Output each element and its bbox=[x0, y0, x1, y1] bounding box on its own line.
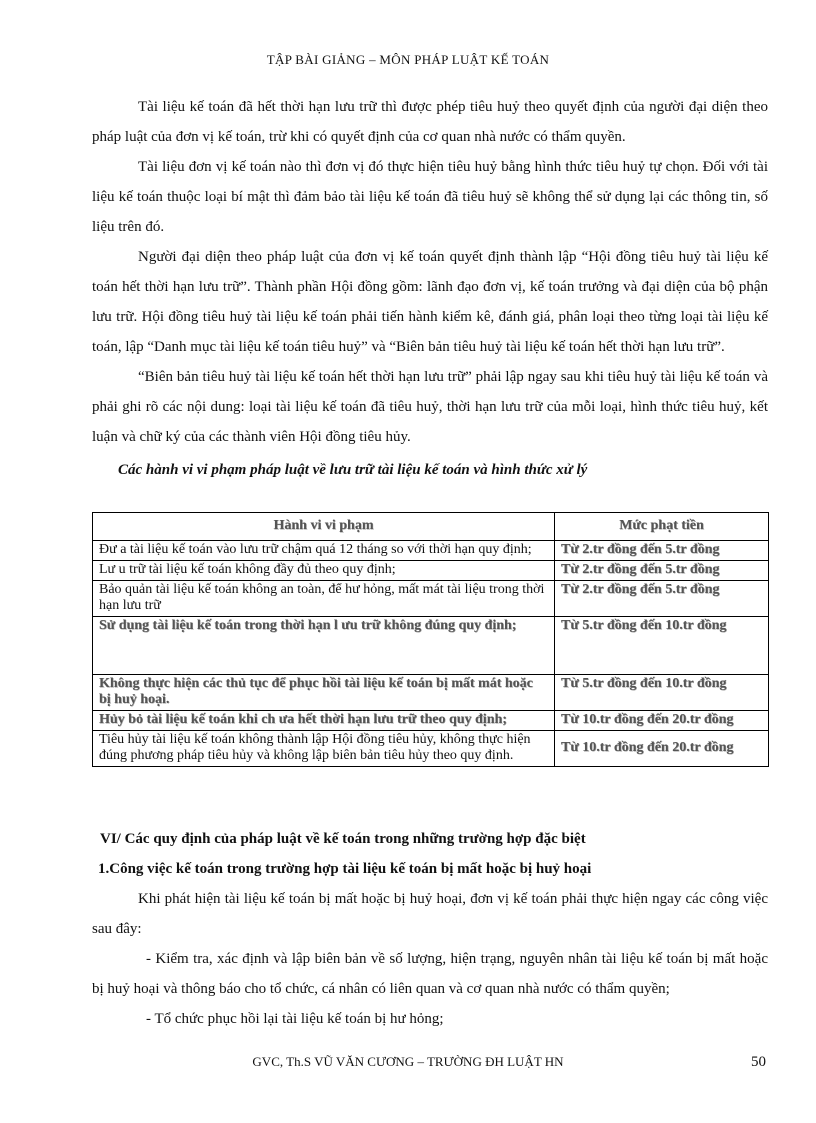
table-row bbox=[93, 617, 769, 675]
special-cases-section bbox=[92, 824, 768, 1034]
violation-cell: Lư u trữ tài liệu kế toán không đầy đủ theo quy định; bbox=[93, 561, 555, 581]
table-caption: Các hành vi vi phạm pháp luật về lưu trữ tài liệu kế toán và hình thức xử lý bbox=[118, 462, 588, 478]
table-row bbox=[93, 675, 769, 711]
list-item: - Tổ chức phục hồi lại tài liệu kế toán bị hư hỏng; bbox=[146, 1011, 444, 1027]
penalty-cell: Từ 10.tr đồng đến 20.tr đồng bbox=[555, 711, 769, 731]
penalty-cell: Từ 2.tr đồng đến 5.tr đồng bbox=[555, 541, 769, 561]
penalty-cell: Từ 2.tr đồng đến 5.tr đồng bbox=[555, 561, 769, 581]
violation-cell: Sử dụng tài liệu kế toán trong thời hạn l ưu trữ không đúng quy định; bbox=[93, 617, 555, 675]
section-heading: VI/ Các quy định của pháp luật về kế toán trong những trường hợp đặc biệt bbox=[100, 831, 586, 847]
violation-cell: Không thực hiện các thủ tục để phục hồi tài liệu kế toán bị mất mát hoặc bị huỷ hoại. bbox=[93, 675, 555, 711]
paragraph: “Biên bản tiêu huỷ tài liệu kế toán hết thời hạn lưu trữ” phải lập ngay sau khi tiêu huỷ tài liệu kế toán và phải ghi rõ các nội dung: loại tài liệu kế toán đã tiêu huỷ, thời hạn lưu trữ của mỗi loại, hình thức tiêu huỷ, kết luận và chữ ký của các thành viên Hội đồng tiêu hủy. bbox=[92, 369, 768, 445]
penalty-cell: Từ 2.tr đồng đến 5.tr đồng bbox=[555, 581, 769, 617]
section-intro: Khi phát hiện tài liệu kế toán bị mất hoặc bị huỷ hoại, đơn vị kế toán phải thực hiện ngay các công việc sau đây: bbox=[92, 891, 768, 937]
list-item: - Kiểm tra, xác định và lập biên bản về số lượng, hiện trạng, nguyên nhân tài liệu kế toán bị mất hoặc bị huỷ hoại và thông báo cho tổ chức, cá nhân có liên quan và cơ quan nhà nước có thẩm quyền; bbox=[92, 951, 768, 997]
footer-author: GVC, Th.S VŨ VĂN CƯƠNG – TRƯỜNG ĐH LUẬT HN bbox=[252, 1054, 564, 1069]
table-row bbox=[93, 541, 769, 561]
table-row bbox=[93, 711, 769, 731]
paragraph: Người đại diện theo pháp luật của đơn vị kế toán quyết định thành lập “Hội đồng tiêu huỷ tài liệu kế toán hết thời hạn lưu trữ”. Thành phần Hội đồng gồm: lãnh đạo đơn vị, kế toán trưởng và đại diện của bộ phận lưu trữ. Hội đồng tiêu huỷ tài liệu kế toán phải tiến hành kiểm kê, đánh giá, phân loại theo từng loại tài liệu kế toán, lập “Danh mục tài liệu kế toán tiêu huỷ” và “Biên bản tiêu huỷ tài liệu kế toán hết thời hạn lưu trữ”. bbox=[92, 249, 768, 355]
table-header-row bbox=[93, 513, 769, 541]
violations-table-wrap bbox=[92, 512, 768, 767]
violation-cell: Hủy bỏ tài liệu kế toán khi ch ưa hết thời hạn lưu trữ theo quy định; bbox=[93, 711, 555, 731]
violations-table bbox=[92, 512, 769, 767]
column-header-penalty: Mức phạt tiền bbox=[555, 513, 769, 541]
violation-cell: Tiêu hủy tài liệu kế toán không thành lập Hội đồng tiêu hủy, không thực hiện đúng phương pháp tiêu hủy và không lập biên bản tiêu hủy theo quy định. bbox=[93, 731, 555, 767]
table-row bbox=[93, 731, 769, 767]
paragraph: Tài liệu kế toán đã hết thời hạn lưu trữ thì được phép tiêu huỷ theo quyết định của người đại diện theo pháp luật của đơn vị kế toán, trừ khi có quyết định của cơ quan nhà nước có thẩm quyền. bbox=[92, 99, 768, 145]
violation-cell: Đư a tài liệu kế toán vào lưu trữ chậm quá 12 tháng so với thời hạn quy định; bbox=[93, 541, 555, 561]
violation-cell: Bảo quản tài liệu kế toán không an toàn, để hư hỏng, mất mát tài liệu trong thời hạn lưu trữ bbox=[93, 581, 555, 617]
table-row bbox=[93, 581, 769, 617]
table-row bbox=[93, 561, 769, 581]
penalty-cell: Từ 10.tr đồng đến 20.tr đồng bbox=[555, 731, 769, 767]
column-header-violation: Hành vi vi phạm bbox=[93, 513, 555, 541]
page-number: 50 bbox=[751, 1054, 766, 1070]
paragraph: Tài liệu đơn vị kế toán nào thì đơn vị đó thực hiện tiêu huỷ bằng hình thức tiêu huỷ tự chọn. Đối với tài liệu kế toán thuộc loại bí mật thì đảm bảo tài liệu kế toán đã tiêu huỷ sẽ không thể sử dụng lại các thông tin, số liệu trên đó. bbox=[92, 159, 768, 235]
penalty-cell: Từ 5.tr đồng đến 10.tr đồng bbox=[555, 675, 769, 711]
section-subheading: 1.Công việc kế toán trong trường hợp tài liệu kế toán bị mất hoặc bị huỷ hoại bbox=[98, 861, 592, 877]
penalty-cell: Từ 5.tr đồng đến 10.tr đồng bbox=[555, 617, 769, 675]
body-text bbox=[92, 92, 768, 482]
page-header: TẬP BÀI GIẢNG – MÔN PHÁP LUẬT KẾ TOÁN bbox=[266, 52, 550, 67]
